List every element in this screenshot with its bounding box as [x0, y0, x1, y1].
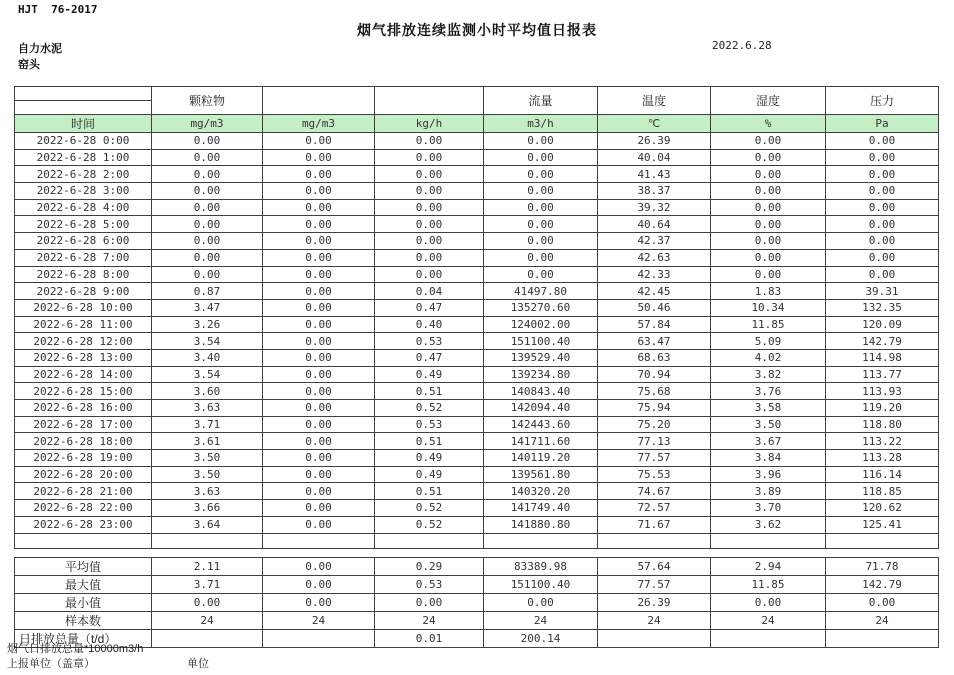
time-cell: 2022-6-28 15:00 — [15, 383, 152, 400]
value-cell: 0.47 — [375, 349, 484, 366]
value-cell — [263, 533, 375, 548]
value-cell — [375, 533, 484, 548]
table-row — [15, 483, 939, 500]
value-cell: 0.00 — [152, 166, 263, 183]
time-cell: 2022-6-28 8:00 — [15, 266, 152, 283]
time-cell: 2022-6-28 10:00 — [15, 299, 152, 316]
unit-label: 单位 — [187, 658, 209, 670]
value-cell: 0.00 — [484, 133, 598, 150]
value-cell: 142443.60 — [484, 416, 598, 433]
header-empty-top-cell — [15, 87, 152, 101]
value-cell: 71.67 — [598, 516, 711, 533]
time-cell: 2022-6-28 17:00 — [15, 416, 152, 433]
monitor-point-name: 窑头 — [18, 59, 40, 71]
time-cell: 2022-6-28 9:00 — [15, 283, 152, 300]
value-cell: 113.77 — [826, 366, 939, 383]
value-cell: 0.00 — [484, 266, 598, 283]
time-cell: 2022-6-28 12:00 — [15, 333, 152, 350]
group-header-row — [15, 87, 939, 101]
value-cell — [826, 533, 939, 548]
value-cell: 10.34 — [711, 299, 826, 316]
value-cell: 3.50 — [152, 450, 263, 467]
value-cell: 0.00 — [263, 233, 375, 250]
value-cell: 0.00 — [263, 249, 375, 266]
report-table — [14, 86, 939, 549]
summary-label-cell: 最大值 — [15, 576, 152, 594]
value-cell: 63.47 — [598, 333, 711, 350]
summary-table — [14, 557, 939, 648]
value-cell: 24 — [263, 612, 375, 630]
value-cell: 0.00 — [152, 594, 263, 612]
value-cell: 0.00 — [375, 199, 484, 216]
time-cell: 2022-6-28 19:00 — [15, 450, 152, 467]
value-cell: 24 — [598, 612, 711, 630]
value-cell: 120.09 — [826, 316, 939, 333]
summary-row — [15, 558, 939, 576]
value-cell: 42.63 — [598, 249, 711, 266]
value-cell: 0.52 — [375, 500, 484, 517]
table-row — [15, 349, 939, 366]
value-cell: 0.00 — [375, 216, 484, 233]
value-cell: 0.51 — [375, 433, 484, 450]
value-cell: 0.00 — [484, 233, 598, 250]
value-cell: 0.00 — [484, 183, 598, 200]
value-cell: 0.00 — [711, 216, 826, 233]
value-cell: 3.66 — [152, 500, 263, 517]
value-cell: 151100.40 — [484, 333, 598, 350]
time-cell: 2022-6-28 1:00 — [15, 149, 152, 166]
unit-percent: % — [711, 115, 826, 133]
blank-row — [15, 533, 939, 548]
time-cell: 2022-6-28 5:00 — [15, 216, 152, 233]
value-cell: 0.00 — [711, 133, 826, 150]
value-cell: 3.82 — [711, 366, 826, 383]
value-cell: 71.78 — [826, 558, 939, 576]
table-row — [15, 183, 939, 200]
col-group-pressure: 压力 — [826, 87, 939, 115]
value-cell: 200.14 — [484, 630, 598, 648]
value-cell: 0.00 — [375, 594, 484, 612]
value-cell: 3.40 — [152, 349, 263, 366]
value-cell: 0.00 — [263, 183, 375, 200]
value-cell: 0.51 — [375, 383, 484, 400]
value-cell: 83389.98 — [484, 558, 598, 576]
table-row — [15, 316, 939, 333]
value-cell: 0.00 — [263, 333, 375, 350]
value-cell: 0.00 — [711, 233, 826, 250]
table-row — [15, 516, 939, 533]
value-cell: 3.96 — [711, 466, 826, 483]
value-cell: 0.53 — [375, 576, 484, 594]
value-cell: 0.00 — [484, 216, 598, 233]
value-cell: 0.00 — [263, 416, 375, 433]
summary-row — [15, 630, 939, 648]
value-cell: 124002.00 — [484, 316, 598, 333]
value-cell: 24 — [152, 612, 263, 630]
value-cell: 77.57 — [598, 450, 711, 467]
value-cell: 3.63 — [152, 483, 263, 500]
value-cell: 72.57 — [598, 500, 711, 517]
time-cell — [15, 533, 152, 548]
value-cell: 0.52 — [375, 516, 484, 533]
value-cell: 139234.80 — [484, 366, 598, 383]
value-cell: 4.02 — [711, 349, 826, 366]
value-cell: 3.54 — [152, 366, 263, 383]
value-cell: 0.00 — [375, 183, 484, 200]
value-cell: 0.47 — [375, 299, 484, 316]
value-cell: 0.00 — [263, 500, 375, 517]
value-cell: 0.00 — [711, 166, 826, 183]
value-cell: 120.62 — [826, 500, 939, 517]
value-cell: 75.53 — [598, 466, 711, 483]
table-row — [15, 216, 939, 233]
value-cell: 77.57 — [598, 576, 711, 594]
time-cell: 2022-6-28 23:00 — [15, 516, 152, 533]
value-cell: 3.60 — [152, 383, 263, 400]
value-cell: 24 — [375, 612, 484, 630]
table-row — [15, 266, 939, 283]
time-cell: 2022-6-28 18:00 — [15, 433, 152, 450]
value-cell: 0.00 — [263, 576, 375, 594]
col-group-particulate: 颗粒物 — [152, 87, 263, 115]
summary-label-cell: 样本数 — [15, 612, 152, 630]
value-cell: 3.64 — [152, 516, 263, 533]
unit-pa: Pa — [826, 115, 939, 133]
value-cell: 11.85 — [711, 316, 826, 333]
value-cell: 0.00 — [152, 216, 263, 233]
value-cell: 0.00 — [263, 166, 375, 183]
table-row — [15, 133, 939, 150]
table-row — [15, 416, 939, 433]
value-cell: 77.13 — [598, 433, 711, 450]
value-cell: 0.00 — [375, 249, 484, 266]
value-cell: 3.76 — [711, 383, 826, 400]
value-cell: 0.00 — [263, 133, 375, 150]
summary-row — [15, 612, 939, 630]
table-row — [15, 149, 939, 166]
value-cell: 0.00 — [263, 266, 375, 283]
value-cell: 0.00 — [263, 149, 375, 166]
value-cell: 75.94 — [598, 400, 711, 417]
flow-total-note: 烟气日排放总量*10000m3/h — [7, 643, 144, 655]
table-row — [15, 199, 939, 216]
value-cell: 2.11 — [152, 558, 263, 576]
time-column-header: 时间 — [15, 115, 152, 133]
time-cell: 2022-6-28 14:00 — [15, 366, 152, 383]
value-cell: 0.00 — [826, 266, 939, 283]
time-cell: 2022-6-28 7:00 — [15, 249, 152, 266]
value-cell: 0.00 — [263, 483, 375, 500]
table-row — [15, 450, 939, 467]
value-cell: 0.00 — [263, 283, 375, 300]
time-cell: 2022-6-28 6:00 — [15, 233, 152, 250]
value-cell: 0.00 — [152, 149, 263, 166]
value-cell: 114.98 — [826, 349, 939, 366]
value-cell: 0.00 — [152, 183, 263, 200]
value-cell: 42.33 — [598, 266, 711, 283]
value-cell: 75.20 — [598, 416, 711, 433]
time-cell: 2022-6-28 0:00 — [15, 133, 152, 150]
value-cell: 24 — [484, 612, 598, 630]
reporting-unit-label: 上报单位（盖章） — [7, 658, 95, 670]
value-cell: 0.53 — [375, 333, 484, 350]
value-cell: 0.00 — [711, 249, 826, 266]
value-cell: 0.04 — [375, 283, 484, 300]
unit-m3-h: m3/h — [484, 115, 598, 133]
table-row — [15, 433, 939, 450]
value-cell: 0.00 — [484, 594, 598, 612]
value-cell: 116.14 — [826, 466, 939, 483]
value-cell: 151100.40 — [484, 576, 598, 594]
value-cell: 26.39 — [598, 594, 711, 612]
value-cell: 57.84 — [598, 316, 711, 333]
value-cell: 141749.40 — [484, 500, 598, 517]
value-cell: 142.79 — [826, 576, 939, 594]
value-cell: 3.50 — [711, 416, 826, 433]
header-empty-bottom-cell — [15, 101, 152, 115]
value-cell: 0.49 — [375, 466, 484, 483]
value-cell: 74.67 — [598, 483, 711, 500]
value-cell — [598, 533, 711, 548]
value-cell: 3.47 — [152, 299, 263, 316]
value-cell: 0.00 — [375, 133, 484, 150]
report-date: 2022.6.28 — [712, 39, 772, 52]
value-cell: 0.00 — [263, 216, 375, 233]
col-group-2 — [263, 87, 375, 115]
value-cell — [152, 630, 263, 648]
value-cell: 0.00 — [826, 249, 939, 266]
value-cell: 119.20 — [826, 400, 939, 417]
value-cell: 0.00 — [263, 349, 375, 366]
value-cell: 0.00 — [263, 433, 375, 450]
value-cell — [711, 630, 826, 648]
value-cell: 39.31 — [826, 283, 939, 300]
value-cell: 3.54 — [152, 333, 263, 350]
unit-header-row — [15, 115, 939, 133]
value-cell — [598, 630, 711, 648]
value-cell: 118.85 — [826, 483, 939, 500]
value-cell: 0.00 — [711, 266, 826, 283]
table-row — [15, 333, 939, 350]
value-cell: 0.00 — [711, 594, 826, 612]
value-cell: 141711.60 — [484, 433, 598, 450]
value-cell: 0.00 — [826, 216, 939, 233]
company-name: 自力水泥 — [18, 43, 62, 55]
value-cell: 11.85 — [711, 576, 826, 594]
value-cell: 140320.20 — [484, 483, 598, 500]
value-cell: 139561.80 — [484, 466, 598, 483]
value-cell: 3.58 — [711, 400, 826, 417]
value-cell: 42.37 — [598, 233, 711, 250]
value-cell — [484, 533, 598, 548]
value-cell: 113.22 — [826, 433, 939, 450]
summary-row — [15, 576, 939, 594]
value-cell: 0.01 — [375, 630, 484, 648]
summary-label-cell: 最小值 — [15, 594, 152, 612]
value-cell: 39.32 — [598, 199, 711, 216]
value-cell: 0.00 — [826, 594, 939, 612]
value-cell: 0.00 — [711, 183, 826, 200]
table-row — [15, 249, 939, 266]
unit-mg-m3-2: mg/m3 — [263, 115, 375, 133]
value-cell: 68.63 — [598, 349, 711, 366]
value-cell: 0.00 — [263, 594, 375, 612]
value-cell: 50.46 — [598, 299, 711, 316]
value-cell: 41497.80 — [484, 283, 598, 300]
value-cell: 0.51 — [375, 483, 484, 500]
value-cell: 0.00 — [152, 266, 263, 283]
value-cell: 125.41 — [826, 516, 939, 533]
time-cell: 2022-6-28 16:00 — [15, 400, 152, 417]
value-cell: 0.00 — [263, 400, 375, 417]
value-cell: 0.00 — [263, 366, 375, 383]
value-cell: 0.00 — [263, 450, 375, 467]
value-cell: 0.53 — [375, 416, 484, 433]
value-cell: 0.00 — [152, 199, 263, 216]
value-cell: 0.00 — [263, 516, 375, 533]
value-cell: 0.00 — [484, 249, 598, 266]
unit-mg-m3-1: mg/m3 — [152, 115, 263, 133]
value-cell: 0.29 — [375, 558, 484, 576]
value-cell — [826, 630, 939, 648]
value-cell: 40.04 — [598, 149, 711, 166]
value-cell: 3.62 — [711, 516, 826, 533]
time-cell: 2022-6-28 4:00 — [15, 199, 152, 216]
value-cell: 0.00 — [484, 149, 598, 166]
summary-label-cell: 日排放总量（t/d） — [15, 630, 152, 648]
summary-label-cell: 平均值 — [15, 558, 152, 576]
time-cell: 2022-6-28 20:00 — [15, 466, 152, 483]
unit-celsius: ℃ — [598, 115, 711, 133]
value-cell: 113.28 — [826, 450, 939, 467]
value-cell: 118.80 — [826, 416, 939, 433]
value-cell: 0.00 — [263, 299, 375, 316]
value-cell: 57.64 — [598, 558, 711, 576]
value-cell: 3.67 — [711, 433, 826, 450]
time-cell: 2022-6-28 2:00 — [15, 166, 152, 183]
value-cell: 5.09 — [711, 333, 826, 350]
time-cell: 2022-6-28 22:00 — [15, 500, 152, 517]
value-cell: 2.94 — [711, 558, 826, 576]
value-cell: 0.00 — [826, 149, 939, 166]
value-cell: 0.00 — [711, 199, 826, 216]
table-row — [15, 166, 939, 183]
value-cell: 0.00 — [826, 133, 939, 150]
value-cell: 0.49 — [375, 366, 484, 383]
value-cell: 0.00 — [263, 199, 375, 216]
table-row — [15, 299, 939, 316]
value-cell: 135270.60 — [484, 299, 598, 316]
value-cell: 0.00 — [375, 266, 484, 283]
value-cell: 0.00 — [711, 149, 826, 166]
time-cell: 2022-6-28 11:00 — [15, 316, 152, 333]
value-cell: 3.50 — [152, 466, 263, 483]
value-cell: 70.94 — [598, 366, 711, 383]
value-cell: 75.68 — [598, 383, 711, 400]
value-cell: 0.00 — [263, 466, 375, 483]
table-row — [15, 233, 939, 250]
table-row — [15, 283, 939, 300]
unit-kg-h: kg/h — [375, 115, 484, 133]
value-cell: 41.43 — [598, 166, 711, 183]
summary-row — [15, 594, 939, 612]
value-cell: 0.00 — [826, 199, 939, 216]
value-cell: 3.84 — [711, 450, 826, 467]
value-cell: 140843.40 — [484, 383, 598, 400]
value-cell: 3.71 — [152, 576, 263, 594]
value-cell: 3.70 — [711, 500, 826, 517]
col-group-temperature: 温度 — [598, 87, 711, 115]
value-cell: 0.49 — [375, 450, 484, 467]
time-cell: 2022-6-28 21:00 — [15, 483, 152, 500]
value-cell: 42.45 — [598, 283, 711, 300]
value-cell: 40.64 — [598, 216, 711, 233]
value-cell: 1.83 — [711, 283, 826, 300]
value-cell: 24 — [826, 612, 939, 630]
value-cell: 0.00 — [263, 383, 375, 400]
value-cell: 113.93 — [826, 383, 939, 400]
value-cell: 3.63 — [152, 400, 263, 417]
time-cell: 2022-6-28 13:00 — [15, 349, 152, 366]
value-cell: 0.00 — [826, 183, 939, 200]
value-cell: 26.39 — [598, 133, 711, 150]
table-row — [15, 383, 939, 400]
value-cell: 3.71 — [152, 416, 263, 433]
value-cell: 24 — [711, 612, 826, 630]
value-cell: 140119.20 — [484, 450, 598, 467]
table-row — [15, 366, 939, 383]
standard-number: HJT 76-2017 — [18, 3, 98, 16]
value-cell: 0.00 — [826, 233, 939, 250]
value-cell: 0.00 — [152, 249, 263, 266]
value-cell: 0.00 — [375, 149, 484, 166]
value-cell: 3.61 — [152, 433, 263, 450]
col-group-humidity: 湿度 — [711, 87, 826, 115]
value-cell: 0.00 — [263, 316, 375, 333]
value-cell: 0.40 — [375, 316, 484, 333]
value-cell: 132.35 — [826, 299, 939, 316]
value-cell: 0.00 — [152, 133, 263, 150]
table-row — [15, 466, 939, 483]
value-cell: 0.00 — [484, 166, 598, 183]
value-cell: 3.89 — [711, 483, 826, 500]
value-cell: 38.37 — [598, 183, 711, 200]
value-cell: 142094.40 — [484, 400, 598, 417]
value-cell: 0.00 — [375, 233, 484, 250]
value-cell: 139529.40 — [484, 349, 598, 366]
page-title: 烟气排放连续监测小时平均值日报表 — [357, 22, 597, 38]
value-cell: 0.00 — [484, 199, 598, 216]
value-cell — [711, 533, 826, 548]
value-cell: 0.87 — [152, 283, 263, 300]
value-cell — [263, 630, 375, 648]
value-cell: 3.26 — [152, 316, 263, 333]
col-group-flow: 流量 — [484, 87, 598, 115]
time-cell: 2022-6-28 3:00 — [15, 183, 152, 200]
value-cell: 0.00 — [263, 558, 375, 576]
value-cell: 0.52 — [375, 400, 484, 417]
table-row — [15, 500, 939, 517]
table-row — [15, 400, 939, 417]
value-cell: 141880.80 — [484, 516, 598, 533]
value-cell: 142.79 — [826, 333, 939, 350]
col-group-3 — [375, 87, 484, 115]
value-cell: 0.00 — [375, 166, 484, 183]
value-cell: 0.00 — [826, 166, 939, 183]
value-cell: 0.00 — [152, 233, 263, 250]
value-cell — [152, 533, 263, 548]
